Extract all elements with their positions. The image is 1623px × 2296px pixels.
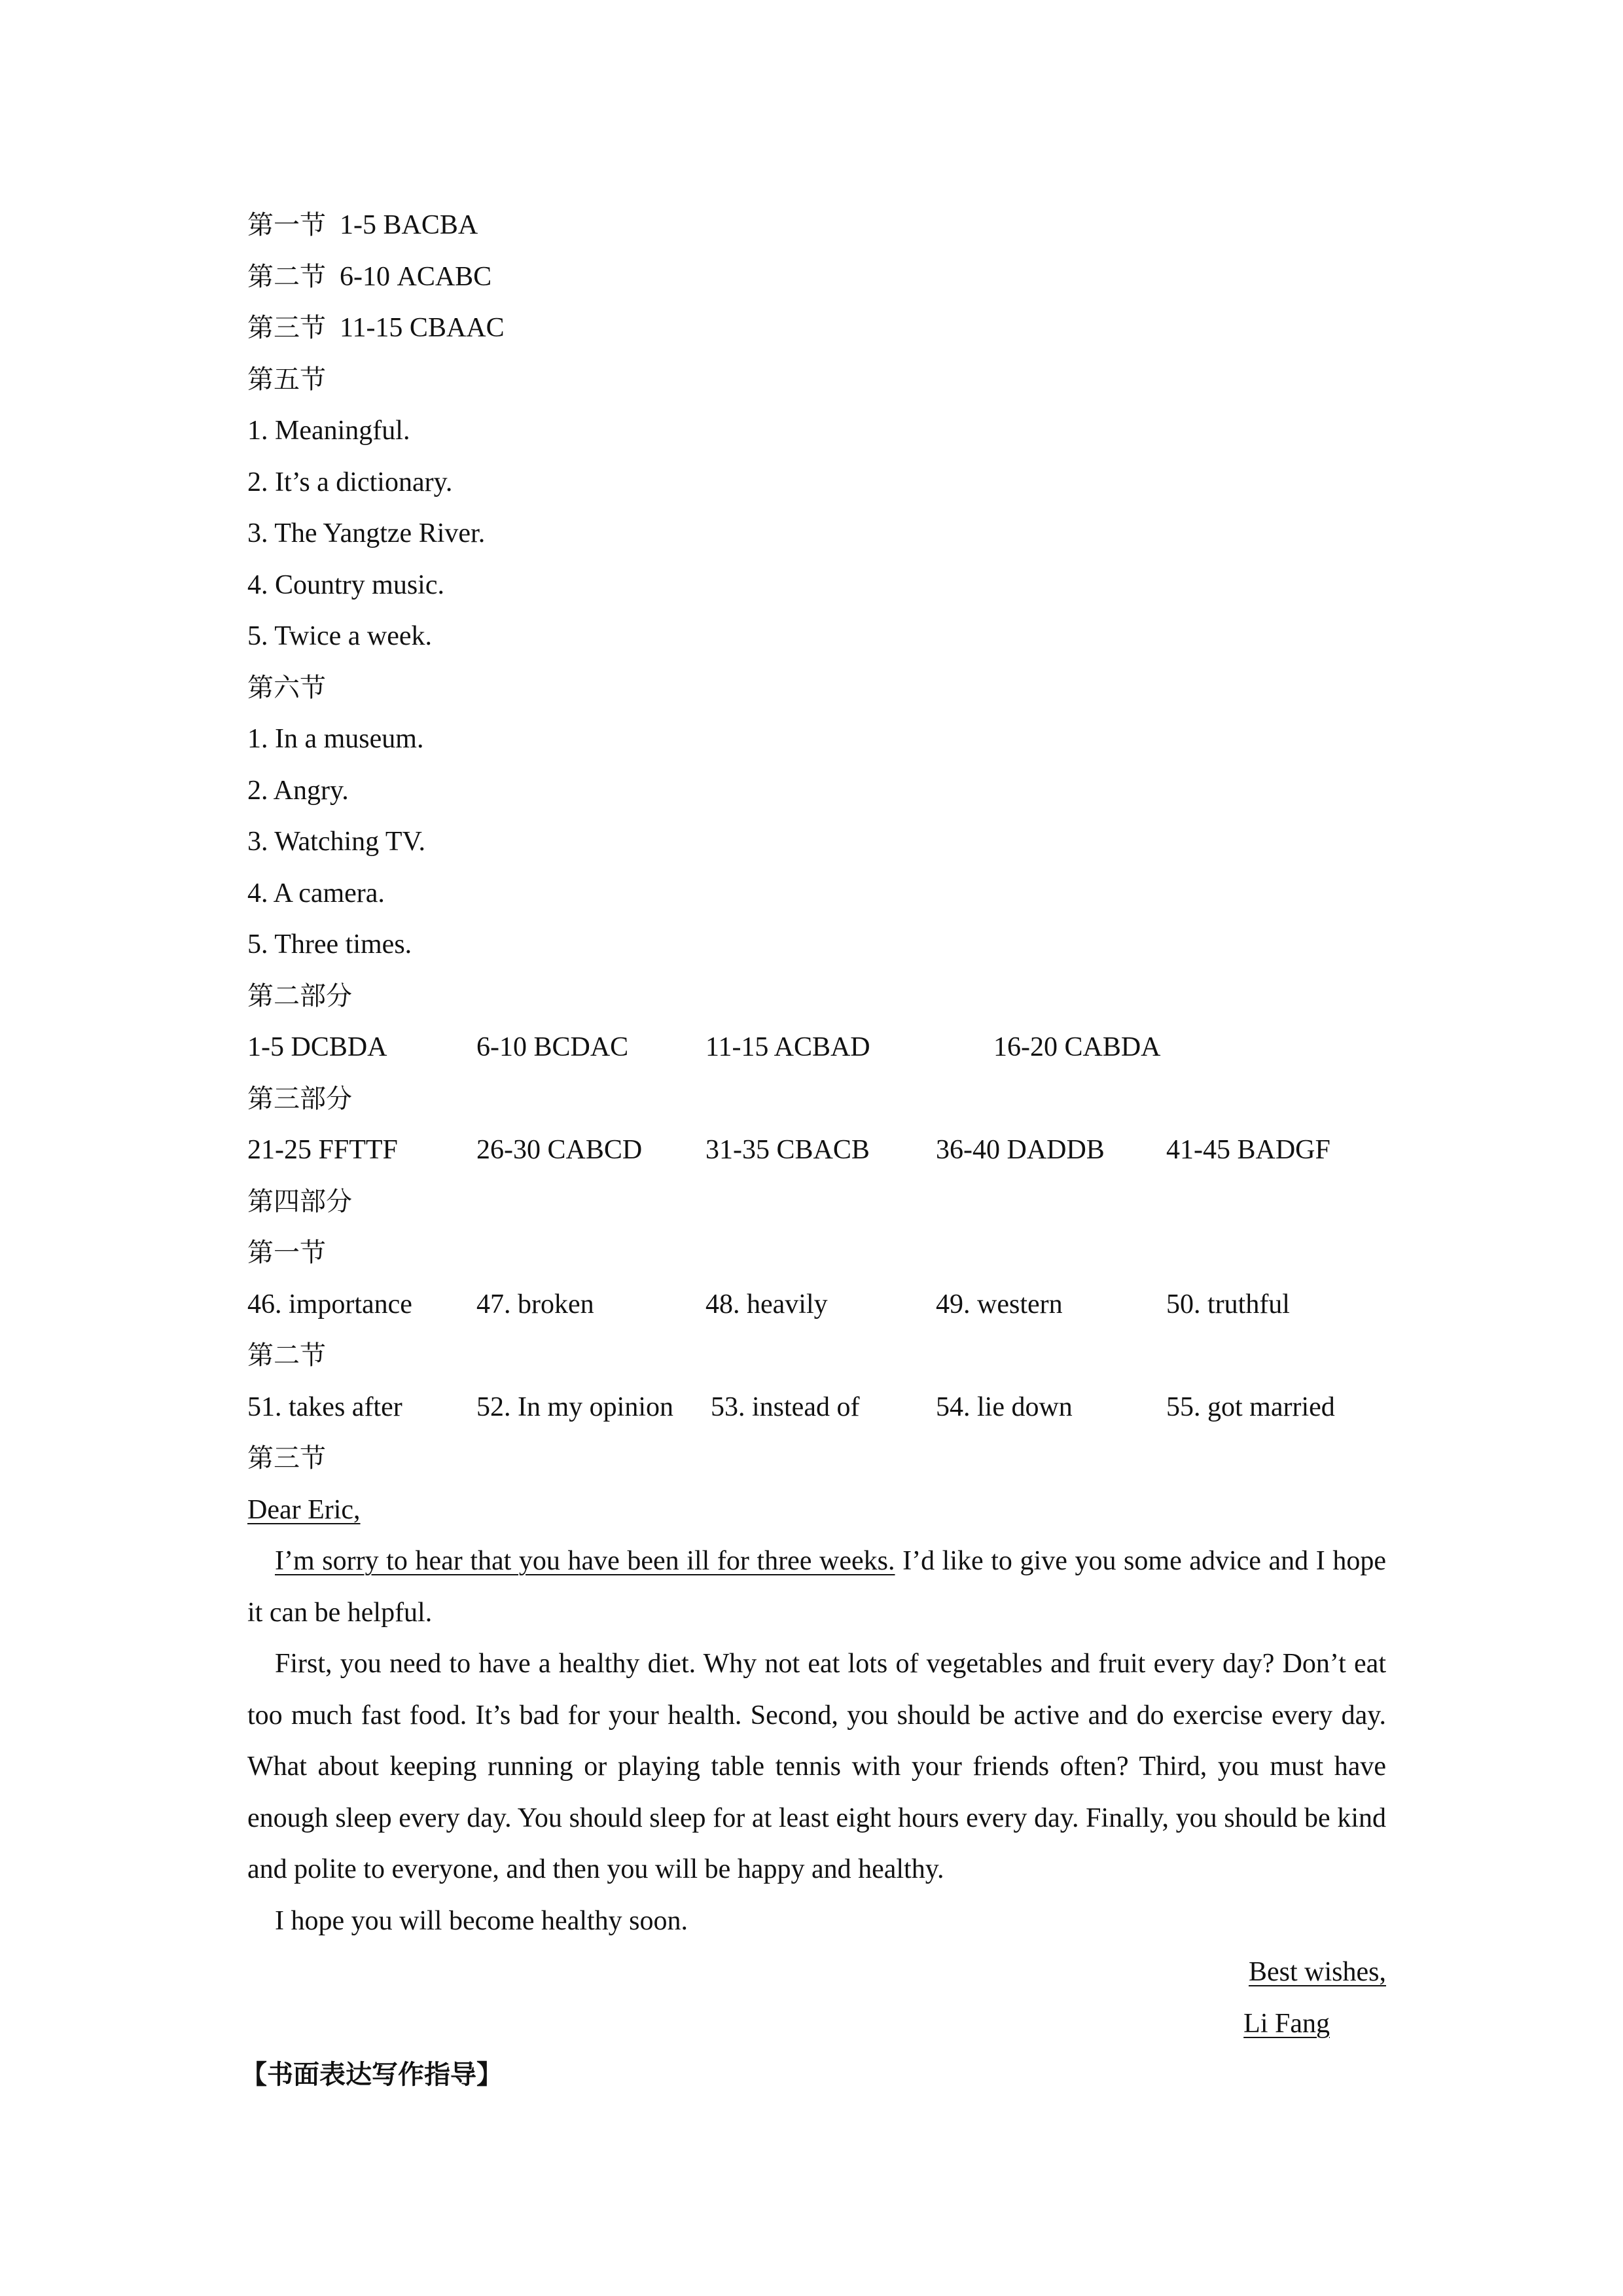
answer-phrase: 53. instead of [711, 1391, 860, 1422]
list-item: 3. Watching TV. [247, 827, 425, 857]
answer-phrase: 52. In my opinion [476, 1391, 673, 1422]
list-item: 5. Twice a week. [247, 621, 433, 651]
list-item: 4. A camera. [247, 878, 385, 908]
section-label: 第二节 [247, 261, 326, 292]
listening-section-5-label: 第五节 [247, 364, 326, 395]
list-item: 4. Country music. [247, 569, 444, 600]
answer-group: 36-40 DADDB [936, 1135, 1105, 1165]
list-item: 3. The Yangtze River. [247, 518, 486, 548]
answer-phrase: 54. lie down [936, 1391, 1073, 1422]
answer-group: 41-45 BADGF [1166, 1135, 1330, 1165]
answer-group: 16-20 CABDA [993, 1032, 1161, 1062]
answers: 1-5 BACBA [340, 210, 478, 240]
letter-paragraph-1 [247, 1535, 1386, 1638]
answer-word: 46. importance [247, 1289, 412, 1319]
answers: 6-10 ACABC [340, 261, 492, 292]
signature-text: Li Fang [1243, 2008, 1330, 2039]
listening-section-2 [247, 251, 1386, 303]
list-item: 2. It’s a dictionary. [247, 467, 453, 497]
letter-signature [247, 1998, 1386, 2050]
part-4-section-3-label: 第三节 [247, 1443, 326, 1473]
listening-section-1 [247, 200, 1386, 251]
letter-paragraph-1-rest: I’d like to give you some advice and I hope it can be helpful. [247, 1546, 1386, 1628]
answer-word: 50. truthful [1166, 1289, 1290, 1319]
section-label: 第一节 [247, 210, 326, 240]
answer-key-page [241, 200, 1386, 2101]
answer-word: 49. western [936, 1289, 1063, 1319]
listening-section-6-label: 第六节 [247, 672, 326, 703]
answer-group: 11-15 ACBAD [705, 1032, 870, 1062]
answer-group: 26-30 CABCD [476, 1135, 643, 1165]
part-2-label: 第二部分 [247, 980, 352, 1011]
answer-group: 21-25 FFTTF [247, 1135, 398, 1165]
list-item: 2. Angry. [247, 775, 349, 806]
listening-section-3 [247, 302, 1386, 354]
closing-text: Best wishes, [1249, 1957, 1386, 1987]
part-3-label: 第三部分 [247, 1083, 352, 1114]
part-2-answers [247, 1022, 1386, 1073]
answer-group: 31-35 CBACB [705, 1135, 870, 1165]
list-item: 1. In a museum. [247, 724, 424, 754]
writing-guide-heading: 【书面表达写作指导】 [241, 2060, 503, 2090]
part-3-answers [247, 1124, 1386, 1176]
answer-group: 6-10 BCDAC [476, 1032, 629, 1062]
part-4-section-2-label: 第二节 [247, 1340, 326, 1371]
part-4-section-2-answers [247, 1382, 1386, 1433]
answer-word: 47. broken [476, 1289, 594, 1319]
part-4-section-1-answers [247, 1279, 1386, 1331]
answer-phrase: 51. takes after [247, 1391, 402, 1422]
letter-paragraph-3: I hope you will become healthy soon. [275, 1905, 688, 1936]
answer-phrase: 55. got married [1166, 1391, 1335, 1422]
answer-word: 48. heavily [705, 1289, 828, 1319]
part-4-section-1-label: 第一节 [247, 1238, 326, 1268]
letter-closing [247, 1946, 1386, 1998]
list-item: 1. Meaningful. [247, 416, 410, 446]
greeting-text: Dear Eric, [247, 1494, 361, 1525]
answer-group: 1-5 DCBDA [247, 1032, 387, 1062]
letter-opening-sentence: I’m sorry to hear that you have been ill for three weeks. [275, 1546, 895, 1576]
letter-paragraph-2: First, you need to have a healthy diet. Why not eat lots of vegetables and fruit every day? Don’t eat too much fast food. It’s bad for your health. Second, you should be active and do exercise every day. What about keeping running or playing table tennis with your friends often? Third, you must have enough sleep every day. You should sleep for at least eight hours every day. Finally, you should be kind and polite to everyone, and then you will be happy and healthy. [247, 1649, 1386, 1884]
answers: 11-15 CBAAC [340, 313, 505, 343]
list-item: 5. Three times. [247, 929, 412, 960]
section-label: 第三节 [247, 313, 326, 343]
part-4-label: 第四部分 [247, 1186, 352, 1217]
letter-greeting [247, 1484, 1386, 1536]
